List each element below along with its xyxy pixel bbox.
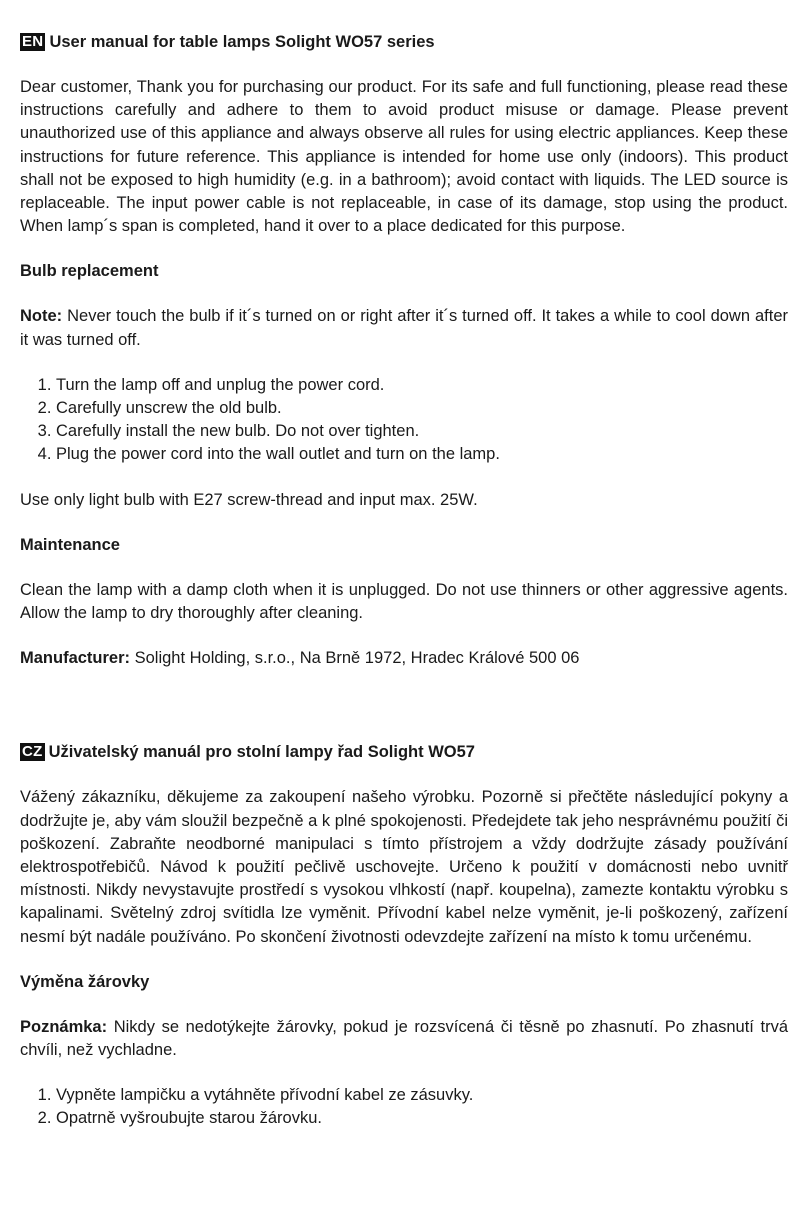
en-note-paragraph <box>20 305 788 351</box>
list-item: 1. Turn the lamp off and unplug the power cord. <box>56 374 788 397</box>
en-manufacturer-label: Manufacturer: <box>20 649 131 668</box>
en-manufacturer-text: Solight Holding, s.r.o., Na Brně 1972, Hradec Králové 500 06 <box>130 649 580 668</box>
en-bulb-spec: Use only light bulb with E27 screw-thread and input max. 25W. <box>20 490 478 509</box>
list-item: 3. Carefully install the new bulb. Do not over tighten. <box>56 420 788 443</box>
manual-page <box>20 30 788 1131</box>
cz-note-label: Poznámka: <box>20 1017 108 1036</box>
en-note-text: Never touch the bulb if it´s turned on or right after it´s turned off. It takes a while to cool down after it was turned off. <box>20 307 788 349</box>
en-heading <box>20 30 788 54</box>
list-item: 2. Opatrně vyšroubujte starou žárovku. <box>56 1107 788 1130</box>
en-maintenance-text: Clean the lamp with a damp cloth when it is unplugged. Do not use thinners or other aggressive agents. Allow the lamp to dry thoroughly after cleaning. <box>20 580 788 623</box>
cz-intro-paragraph: Vážený zákazníku, děkujeme za zakoupení našeho výrobku. Pozorně si přečtěte následující pokyny a dodržujte je, aby vám sloužil bezpečně a k plné spokojenosti. Předejdete tak jeho nesprávnému použití či poškození. Zabraňte neodborné manipulaci s tímto přístrojem a vždy dodržujte zásady používání elektrospotřebičů. Návod k použití pečlivě uschovejte. Určeno k použití v domácnosti nebo uvnitř místnosti. Nikdy nevystavujte prostředí s vysokou vlhkostí (např. koupelna), zamezte kontaktu výrobku s kapalinami. Světelný zdroj svítidla lze vyměnit. Přívodní kabel nelze vyměnit, je-li poškozený, zařízení nesmí být nadále používáno. Po skončení životnosti odevzdejte zařízení na místo k tomu určenému. <box>20 788 788 946</box>
cz-language-badge: CZ <box>22 743 43 761</box>
cz-steps-list <box>20 1084 788 1130</box>
list-item: 2. Carefully unscrew the old bulb. <box>56 397 788 420</box>
cz-title: Uživatelský manuál pro stolní lampy řad Solight WO57 <box>48 743 475 762</box>
en-bulb-replacement-heading: Bulb replacement <box>20 262 159 281</box>
cz-bulb-replacement-heading: Výměna žárovky <box>20 972 150 991</box>
list-item: 1. Vypněte lampičku a vytáhněte přívodní kabel ze zásuvky. <box>56 1084 788 1107</box>
en-title: User manual for table lamps Solight WO57 series <box>49 33 435 51</box>
cz-heading <box>20 740 788 764</box>
en-language-badge: EN <box>22 33 44 50</box>
en-manufacturer <box>20 647 788 670</box>
list-item: 4. Plug the power cord into the wall outlet and turn on the lamp. <box>56 443 788 466</box>
en-maintenance-heading: Maintenance <box>20 535 120 554</box>
cz-note-text: Nikdy se nedotýkejte žárovky, pokud je rozsvícená či těsně po zhasnutí. Po zhasnutí trvá chvíli, než vychladne. <box>20 1017 788 1060</box>
en-note-label: Note: <box>20 307 63 326</box>
cz-note-paragraph <box>20 1016 788 1062</box>
en-steps-list <box>20 374 788 467</box>
en-intro-paragraph: Dear customer, Thank you for purchasing our product. For its safe and full functioning, please read these instructions carefully and adhere to them to avoid product misuse or damage. Please prevent unauthorized use of this appliance and always observe all rules for using electric appliances. Keep these instructions for future reference. This appliance is intended for home use only (indoors). This product shall not be exposed to high humidity (e.g. in a bathroom); avoid contact with liquids. The LED source is replaceable. The input power cable is not replaceable, in case of its damage, stop using the product. When lamp´s span is completed, hand it over to a place dedicated for this purpose. <box>20 78 788 236</box>
